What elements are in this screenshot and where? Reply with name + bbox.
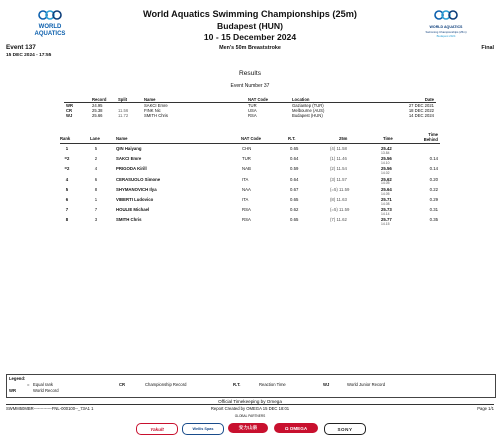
- result-split: (2) 11.54: [330, 166, 347, 172]
- results-header-time: Time: [383, 136, 393, 141]
- record-time: 25.66: [92, 113, 103, 119]
- result-lane: 7: [94, 207, 98, 213]
- sponsor-sony: SONY: [324, 423, 366, 435]
- records-header-record: Record: [90, 97, 116, 103]
- result-split: (=5) 11.59: [330, 186, 350, 192]
- record-date: 27 DEC 2021: [408, 103, 434, 108]
- result-behind: 0.35: [429, 217, 438, 223]
- sponsor-anli: 安力山泉: [228, 423, 268, 433]
- result-rank: 1: [65, 146, 69, 151]
- result-lane: 1: [94, 197, 98, 202]
- result-rt: 0.65: [290, 197, 299, 202]
- legend-code-equal: =: [27, 382, 30, 387]
- result-time: 25.56: [381, 156, 392, 162]
- results-header-divider: [60, 143, 440, 144]
- result-name: PRIGODA Kirill: [116, 166, 147, 172]
- result-row: [0, 156, 500, 166]
- result-lane: 6: [94, 176, 98, 182]
- result-second-split: 14.05: [381, 191, 390, 196]
- result-row: [0, 177, 500, 187]
- result-rt: 0.64: [290, 156, 299, 162]
- sponsor-yakult: Yakult: [136, 423, 178, 435]
- footer-partners-label: GLOBAL PARTNERS: [234, 414, 266, 418]
- event-phase: Final: [481, 45, 494, 51]
- legend-text-wj: World Junior Record: [347, 382, 386, 387]
- championship-title: World Aquatics Swimming Championships (25m): [143, 9, 357, 19]
- event-number-label: Event Number 37: [230, 83, 270, 89]
- footer-page: Page 1/1: [477, 406, 494, 411]
- result-nat: ITA: [242, 197, 249, 202]
- legend-title: Legend:: [9, 376, 26, 381]
- record-nat: TUR: [248, 103, 257, 108]
- legend-code-wr: WR: [9, 388, 16, 393]
- result-time: 25.64: [381, 186, 392, 192]
- result-second-split: 14.10: [381, 160, 390, 165]
- record-location: Budapest (HUN): [292, 113, 323, 119]
- result-row: [0, 197, 500, 207]
- result-second-split: 13.84: [381, 150, 390, 155]
- result-rank: 8: [65, 217, 69, 223]
- record-split: 11.72: [118, 113, 129, 119]
- record-name: SMITH Chris: [144, 113, 168, 119]
- result-rt: 0.67: [290, 186, 299, 192]
- result-name: CERASUOLO Simone: [116, 176, 161, 182]
- result-time: 25.56: [381, 166, 392, 172]
- result-second-split: 14.15: [381, 222, 390, 227]
- event-name: Men's 50m Breaststroke: [219, 45, 281, 51]
- legend-text-rt: Reaction Time: [259, 382, 286, 387]
- record-time: 24.95: [92, 103, 103, 108]
- results-header-name: Name: [116, 136, 128, 141]
- result-behind: 0.20: [429, 176, 438, 182]
- result-nat: NAB: [242, 166, 251, 172]
- section-title: Results: [239, 70, 261, 77]
- results-header-split: 25m: [339, 136, 348, 141]
- dates-title: 10 - 15 December 2024: [203, 32, 297, 42]
- result-rt: 0.65: [290, 217, 299, 223]
- results-header-nat: NAT Code: [241, 136, 261, 141]
- result-row: [0, 207, 500, 217]
- record-name: SAKCI Emre: [144, 103, 168, 108]
- record-name: FINK Nic: [144, 108, 161, 114]
- result-split: (4) 11.58: [330, 146, 347, 151]
- results-header-rt: R.T.: [288, 136, 296, 141]
- result-split: (=5) 11.59: [330, 207, 350, 213]
- result-nat: TUR: [242, 156, 251, 162]
- result-rank: =2: [64, 156, 70, 162]
- result-nat: RSA: [242, 217, 251, 223]
- result-second-split: 14.08: [381, 201, 390, 206]
- result-behind: 0.29: [429, 197, 438, 202]
- result-split: (8) 11.63: [330, 197, 347, 202]
- legend-text-wr: World Record: [33, 388, 59, 393]
- result-time: 25.71: [381, 197, 392, 202]
- legend-box: [6, 374, 496, 398]
- footer-report: Report Created by OMEGA 15 DEC 18:01: [210, 406, 290, 411]
- result-name: QIN Haiyang: [116, 146, 142, 151]
- legend-code-rt: R.T.: [233, 382, 241, 387]
- result-row: [0, 187, 500, 197]
- legend-code-cr: CR: [119, 382, 126, 387]
- record-time: 25.38: [92, 108, 103, 114]
- records-header-name: Name: [142, 97, 246, 103]
- result-lane: 3: [94, 217, 98, 223]
- footer-doc-code: SWMM50MBR-------------FNL-000100--_73A1 1: [6, 406, 94, 411]
- record-row: [64, 113, 436, 118]
- result-nat: ITA: [242, 176, 249, 182]
- record-split: 11.56: [118, 108, 129, 114]
- result-rank: 5: [65, 186, 69, 192]
- sponsor-omega: Ω OMEGA: [274, 423, 318, 433]
- footer-timekeeping: Official Timekeeping by Omega: [218, 399, 282, 404]
- result-time: 25.62: [381, 176, 392, 182]
- result-name: VIBERTI Ludovico: [116, 197, 154, 202]
- result-rank: 4: [65, 176, 69, 182]
- result-nat: RSA: [242, 207, 251, 213]
- records-header-date: Date: [404, 97, 436, 103]
- result-name: SHYMANOVICH Ilya: [116, 186, 157, 192]
- sponsor-wellis: Wellis Spas: [182, 423, 224, 435]
- event-datetime: 15 DEC 2024 - 17:55: [6, 53, 52, 58]
- result-split: (7) 11.62: [330, 217, 347, 223]
- result-rt: 0.64: [290, 176, 299, 182]
- result-split: (1) 11.46: [330, 156, 347, 162]
- result-lane: 2: [94, 156, 98, 162]
- result-second-split: 14.05: [381, 181, 390, 186]
- result-behind: 0.14: [429, 166, 438, 172]
- result-rank: =2: [64, 166, 70, 172]
- result-row: [0, 146, 500, 156]
- result-split: (3) 11.57: [330, 176, 347, 182]
- result-nat: NAA: [242, 186, 251, 192]
- result-lane: 5: [94, 146, 98, 151]
- result-rt: 0.65: [290, 146, 299, 151]
- record-date: 18 DEC 2022: [408, 108, 434, 114]
- legend-code-wj: WJ: [323, 382, 330, 387]
- city-title: Budapest (HUN): [217, 21, 283, 31]
- records-header-nat: NAT Code: [246, 97, 290, 103]
- result-rank: 7: [65, 207, 69, 213]
- result-lane: 8: [94, 186, 98, 192]
- result-row: [0, 166, 500, 176]
- footer-divider: [6, 404, 494, 405]
- record-code: WJ: [66, 113, 73, 119]
- result-behind: 0.22: [429, 186, 438, 192]
- result-time: 25.73: [381, 207, 392, 213]
- result-rt: 0.59: [290, 166, 299, 172]
- result-nat: CHN: [242, 146, 252, 151]
- result-second-split: 14.02: [381, 171, 390, 176]
- event-number: Event 137: [6, 44, 36, 51]
- records-header-split: Split: [116, 97, 142, 103]
- logo-text-world: WORLD: [38, 24, 62, 30]
- results-header-behind: Time Behind: [423, 132, 438, 142]
- results-header-rank: Rank: [60, 136, 71, 141]
- record-location: Gaziantep (TUR): [292, 103, 324, 108]
- result-time: 25.77: [381, 217, 392, 223]
- result-name: SMITH Chris: [116, 217, 142, 223]
- result-row: [0, 217, 500, 227]
- record-code: CR: [66, 108, 73, 114]
- result-name: HOULIE Michael: [116, 207, 150, 213]
- results-header-lane: Lane: [90, 136, 100, 141]
- result-lane: 4: [94, 166, 98, 172]
- result-behind: 0.14: [429, 156, 438, 162]
- legend-text-cr: Championship Record: [145, 382, 187, 387]
- result-time: 25.42: [381, 146, 392, 151]
- logo-text-aquatics: AQUATICS: [34, 31, 66, 37]
- right-logo-line-3: Budapest 2024: [436, 34, 456, 38]
- records-header-location: Location: [290, 97, 404, 103]
- result-second-split: 14.14: [381, 211, 390, 216]
- record-nat: RSA: [248, 113, 257, 119]
- record-location: Melbourne (AUS): [292, 108, 325, 114]
- result-name: SAKCI Emre: [116, 156, 142, 162]
- record-date: 14 DEC 2024: [408, 113, 434, 119]
- record-nat: USA: [248, 108, 257, 114]
- record-code: WR: [66, 103, 73, 108]
- result-behind: 0.31: [429, 207, 438, 213]
- right-logo-line-1: WORLD AQUATICS: [429, 25, 463, 29]
- right-logo-line-2: Swimming Championships (25m): [425, 30, 467, 34]
- result-rt: 0.62: [290, 207, 299, 213]
- records-table: [64, 97, 436, 119]
- legend-text-equal: Equal rank: [33, 382, 54, 387]
- result-rank: 6: [65, 197, 69, 202]
